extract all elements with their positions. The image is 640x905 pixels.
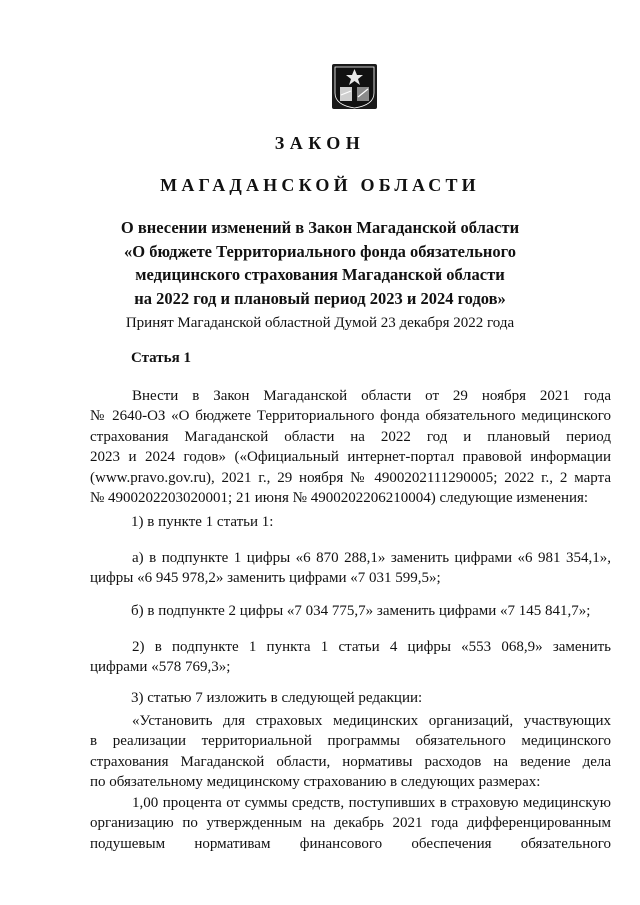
paragraph-line: Внести в Закон Магаданской области от 29 ноября 2021 года <box>132 388 611 404</box>
article-heading: Статья 1 <box>131 350 191 366</box>
paragraph-line: страхования Магаданской области на 2022 год и плановый период <box>90 428 611 445</box>
adoption-note: Принят Магаданской областной Думой 23 декабря 2022 года <box>125 315 515 331</box>
paragraph-line: (www.pravo.gov.ru), 2021 г., 29 ноября № 4900202111290005; 2022 г., 2 марта <box>90 469 611 486</box>
paragraph-line: организацию по утвержденным на декабрь 2021 года дифференцированным <box>90 815 611 832</box>
item-3: 3) статью 7 изложить в следующей редакции: <box>131 690 423 706</box>
law-title: ЗАКОН <box>274 133 366 153</box>
paragraph-line: № 4900202203020001; 21 июня № 4900202206210004) следующие изменения: <box>90 490 589 507</box>
item-2 <box>90 637 611 678</box>
paragraph-line: подушевым нормативам финансового обеспечения обязательного <box>90 835 611 852</box>
law-region: МАГАДАНСКОЙ ОБЛАСТИ <box>160 175 480 195</box>
item-1: 1) в пункте 1 статьи 1: <box>131 514 274 530</box>
item-1a <box>90 548 611 589</box>
paragraph-line: 2) в подпункте 1 пункта 1 статьи 4 цифры «553 068,9» заменить <box>132 639 611 655</box>
heading-line: на 2022 год и плановый период 2023 и 2024 годов» <box>134 288 506 308</box>
heading-line: медицинского страхования Магаданской области <box>135 265 505 284</box>
paragraph-line: «Установить для страховых медицинских организаций, участвующих <box>132 713 611 729</box>
paragraph-line: цифры «6 945 978,2» заменить цифрами «7 031 599,5»; <box>90 570 441 587</box>
paragraph-line: страхования Магаданской области, нормативы расходов на ведение дела <box>90 753 611 770</box>
paragraph-line: цифрами «578 769,3»; <box>90 659 231 676</box>
intro-paragraph <box>90 386 611 508</box>
paragraph-line: по обязательному медицинскому страхованию в следующих размерах: <box>90 774 541 791</box>
law-heading <box>0 216 640 310</box>
item-3-subpoint <box>90 793 611 854</box>
item-1b: б) в подпункте 2 цифры «7 034 775,7» заменить цифрами «7 145 841,7»; <box>131 603 591 619</box>
heading-line: О внесении изменений в Закон Магаданской области <box>120 218 520 237</box>
paragraph-line: в реализации территориальной программы обязательного медицинского <box>90 733 611 750</box>
paragraph-line: 1,00 процента от суммы средств, поступивших в страховую медицинскую <box>132 795 611 811</box>
coat-of-arms-icon <box>331 63 378 110</box>
paragraph-line: № 2640-ОЗ «О бюджете Территориального фонда обязательного медицинского <box>90 408 611 425</box>
paragraph-line: 2023 и 2024 годов» («Официальный интернет-портал правовой информации <box>90 449 611 466</box>
paragraph-line: а) в подпункте 1 цифры «6 870 288,1» заменить цифрами «6 981 354,1», <box>132 550 611 566</box>
heading-line: «О бюджете Территориального фонда обязательного <box>124 241 516 261</box>
item-3-quote <box>90 711 611 793</box>
